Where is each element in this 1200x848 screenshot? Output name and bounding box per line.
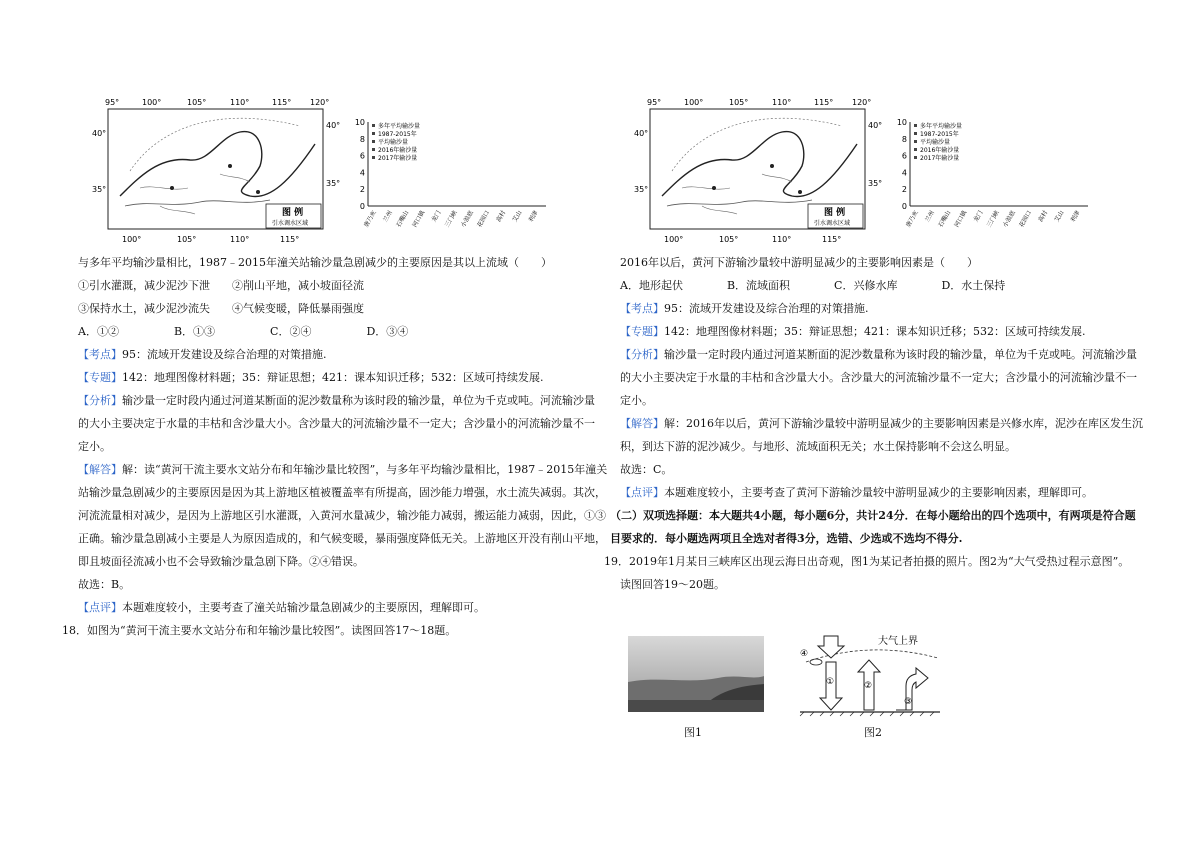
question-stem: 与多年平均输沙量相比，1987﹣2015年潼关站输沙量急剧减少的主要原因是其以上流域（ ） xyxy=(78,256,552,269)
atmosphere-heating-diagram xyxy=(800,632,940,716)
arrow-label: ③ xyxy=(904,697,913,707)
figure-caption: 图1 xyxy=(684,726,702,739)
legend-label: 多年平均输沙量 xyxy=(378,123,421,130)
y-tick-label: 2 xyxy=(359,185,365,195)
map-top-ticks xyxy=(647,98,871,107)
category-label: 唐乃亥 xyxy=(362,209,378,229)
map-tick: 110° xyxy=(772,235,792,244)
map-legend-sub: 引水调水区域 xyxy=(272,220,309,227)
station-dot xyxy=(170,186,174,190)
map-tick: 115° xyxy=(814,98,834,107)
category-label: 兰州 xyxy=(381,209,395,224)
category-label: 唐乃亥 xyxy=(904,209,920,229)
map-tick: 35° xyxy=(326,179,341,188)
station-dot xyxy=(798,190,802,194)
y-tick-label: 0 xyxy=(359,202,365,211)
category-label: 小浪底 xyxy=(1001,209,1017,229)
legend-label: 多年平均输沙量 xyxy=(920,123,963,130)
kaodian-text: 95：流域开发建设及综合治理的对策措施. xyxy=(664,302,869,315)
y-tick-label: 4 xyxy=(901,168,907,178)
category-label: 河口镇 xyxy=(953,209,969,229)
sunlight-arrow xyxy=(818,636,844,658)
section-heading: 目要求的．每小题选两项且全选对者得3分，选错、少选或不选均不得分. xyxy=(610,532,963,545)
zhuanti-text: 142：地理图像材料题；35：辩证思想；421：课本知识迁移；532：区域可持续发展. xyxy=(664,325,1086,338)
map-legend-sub: 引水调水区域 xyxy=(814,220,851,227)
legend-swatch xyxy=(914,132,917,135)
legend-label: 2017年输沙量 xyxy=(378,155,418,162)
jieda-tag: 【解答】 xyxy=(620,417,664,430)
map-tick: 105° xyxy=(177,235,197,244)
map-tick: 40° xyxy=(92,129,107,138)
category-label: 石嘴山 xyxy=(395,209,411,229)
jieda-text: 即且坡面径流减小也不会导致输沙量急剧下降。②④错误。 xyxy=(78,555,364,568)
y-tick-label: 10 xyxy=(896,118,907,127)
map-tick: 100° xyxy=(122,235,142,244)
map-legend-title: 图 例 xyxy=(282,208,304,218)
map-tick: 105° xyxy=(187,98,207,107)
map-tick: 95° xyxy=(105,98,120,107)
fenxi-line xyxy=(620,346,1137,363)
map-tick: 115° xyxy=(272,98,292,107)
yellow-river-map xyxy=(634,96,883,246)
yellow-river-map xyxy=(92,96,341,246)
cloud-shape xyxy=(810,659,822,665)
legend-label: 2016年输沙量 xyxy=(920,147,960,154)
legend-label: 1987-2015年 xyxy=(920,131,959,138)
category-label: 兰州 xyxy=(923,209,937,224)
category-label: 小浪底 xyxy=(459,209,475,229)
fenxi-line xyxy=(78,392,595,409)
fenxi-text: 输沙量一定时段内通过河道某断面的泥沙数量称为该时段的输沙量，单位为千克或吨。河流输沙量 xyxy=(122,394,595,407)
jieda-text: 积，到达下游的泥沙减少。与地形、流域面积无关；水土保持影响不会这么明显。 xyxy=(620,440,1016,453)
answer-choices: A．①② B．①③ C．②④ D．③④ xyxy=(78,325,409,338)
legend-label: 平均输沙量 xyxy=(920,139,951,146)
legend-label: 2017年输沙量 xyxy=(920,155,960,162)
fenxi-tag: 【分析】 xyxy=(620,348,664,361)
fenxi-text: 的大小主要决定于水量的丰枯和含沙量大小。含沙量大的河流输沙量不一定大；含沙量小的河流输沙量不一 xyxy=(620,371,1137,384)
legend-label: 2016年输沙量 xyxy=(378,147,418,154)
category-label: 花园口 xyxy=(1018,209,1034,229)
atmosphere-top-label: 大气上界 xyxy=(878,636,918,647)
legend-swatch xyxy=(914,148,917,151)
kaodian-line xyxy=(620,300,869,317)
zhuanti-tag: 【专题】 xyxy=(620,325,664,338)
fenxi-tag: 【分析】 xyxy=(78,394,122,407)
kaodian-line xyxy=(78,346,327,363)
kaodian-tag: 【考点】 xyxy=(78,348,122,361)
question-19: 19．2019年1月某日三峡库区出现云海日出奇观，图1为某记者拍摄的照片。图2为“大气受热过程示意图”。 xyxy=(604,555,1130,568)
fenxi-text: 输沙量一定时段内通过河道某断面的泥沙数量称为该时段的输沙量，单位为千克或吨。河流输沙量 xyxy=(664,348,1137,361)
kaodian-text: 95：流域开发建设及综合治理的对策措施. xyxy=(122,348,327,361)
legend-swatch xyxy=(914,156,917,159)
dianping-tag: 【点评】 xyxy=(78,601,122,614)
category-label: 花园口 xyxy=(476,209,492,229)
category-label: 艾山 xyxy=(1053,209,1066,224)
legend-swatch xyxy=(914,140,917,143)
y-tick-label: 10 xyxy=(354,118,365,127)
map-tick: 115° xyxy=(280,235,300,244)
y-tick-label: 8 xyxy=(359,134,365,144)
dianping-text: 本题难度较小，主要考查了潼关站输沙量急剧减少的主要原因，理解即可。 xyxy=(122,601,485,614)
arrow-label: ② xyxy=(864,681,873,691)
station-dot xyxy=(712,186,716,190)
category-label: 河口镇 xyxy=(411,209,427,229)
dianping-text: 本题难度较小，主要考查了黄河下游输沙量较中游明显减少的主要影响因素，理解即可。 xyxy=(664,486,1093,499)
map-tick: 120° xyxy=(852,98,872,107)
category-label: 石嘴山 xyxy=(937,209,953,229)
arrow-label: ④ xyxy=(800,649,809,659)
legend-label: 1987-2015年 xyxy=(378,131,417,138)
category-label: 高村 xyxy=(1037,209,1050,224)
map-tick: 40° xyxy=(326,121,341,130)
zhuanti-text: 142：地理图像材料题；35：辩证思想；421：课本知识迁移；532：区域可持续发展. xyxy=(122,371,544,384)
fenxi-text: 定小。 xyxy=(78,440,111,453)
jieda-text: 站输沙量急剧减少的主要原因是因为其上游地区植被覆盖率有所提高，固沙能力增强，水土流失减弱。其次， xyxy=(78,486,606,499)
legend-swatch xyxy=(372,140,375,143)
zhuanti-tag: 【专题】 xyxy=(78,371,122,384)
station-dot xyxy=(770,164,774,168)
jieda-line xyxy=(620,415,1143,432)
station-dot xyxy=(256,190,260,194)
category-label: 艾山 xyxy=(511,209,524,224)
dianping-tag: 【点评】 xyxy=(620,486,664,499)
kaodian-tag: 【考点】 xyxy=(620,302,664,315)
map-legend-title: 图 例 xyxy=(824,208,846,218)
map-tick: 115° xyxy=(822,235,842,244)
fenxi-text: 的大小主要决定于水量的丰枯和含沙量大小。含沙量大的河流输沙量不一定大；含沙量小的河流输沙量不一 xyxy=(78,417,595,430)
map-tick: 110° xyxy=(230,98,250,107)
jieda-text: 解：读“黄河干流主要水文站分布和年输沙量比较图”，与多年平均输沙量相比，1987﹣2015年潼关 xyxy=(122,463,608,476)
answer-line: 故选：C。 xyxy=(620,463,673,476)
map-tick: 105° xyxy=(729,98,749,107)
fenxi-text: 定小。 xyxy=(620,394,653,407)
map-tick: 40° xyxy=(868,121,883,130)
question-stem: 2016年以后，黄河下游输沙量较中游明显减少的主要影响因素是（ ） xyxy=(620,256,978,269)
legend-swatch xyxy=(372,148,375,151)
map-tick: 35° xyxy=(634,185,649,194)
zhuanti-line xyxy=(78,369,543,386)
jieda-line xyxy=(78,461,607,478)
section-heading: （二）双项选择题：本大题共4小题，每小题6分，共计24分．在每小题给出的四个选项中，有两项是符合题 xyxy=(610,509,1136,522)
map-bottom-ticks xyxy=(122,235,299,244)
map-tick: 100° xyxy=(142,98,162,107)
category-label: 三门峡 xyxy=(985,209,1001,229)
map-tick: 120° xyxy=(310,98,330,107)
map-bottom-ticks xyxy=(664,235,841,244)
jieda-tag: 【解答】 xyxy=(78,463,122,476)
dianping-line xyxy=(620,484,1093,501)
category-label: 高村 xyxy=(495,209,508,224)
cloud-sea-photo xyxy=(628,636,764,712)
option-line: ①引水灌溉，减少泥沙下泄 ②削山平地，减小坡面径流 xyxy=(78,279,364,292)
map-tick: 110° xyxy=(772,98,792,107)
map-tick: 100° xyxy=(684,98,704,107)
jieda-text: 河流流量相对减少，是因为上游地区引水灌溉，入黄河水量减少，输沙能力减弱，搬运能力减弱，因此，①③ xyxy=(78,509,606,522)
y-tick-label: 8 xyxy=(901,134,907,144)
legend-swatch xyxy=(914,124,917,127)
question-19: 读图回答19～20题。 xyxy=(620,578,725,591)
map-tick: 105° xyxy=(719,235,739,244)
y-tick-label: 0 xyxy=(901,202,907,211)
category-label: 利津 xyxy=(1069,209,1082,224)
map-tick: 35° xyxy=(92,185,107,194)
arrow-label: ① xyxy=(826,677,835,687)
map-top-ticks xyxy=(105,98,329,107)
map-tick: 40° xyxy=(634,129,649,138)
y-tick-label: 4 xyxy=(359,168,365,178)
question-18: 18．如图为“黄河干流主要水文站分布和年输沙量比较图”。读图回答17～18题。 xyxy=(62,624,457,637)
category-label: 龙门 xyxy=(972,209,985,224)
answer-choices: A．地形起伏 B．流域面积 C．兴修水库 D．水土保持 xyxy=(620,279,1006,292)
sediment-bar-chart xyxy=(352,110,550,232)
legend-label: 平均输沙量 xyxy=(378,139,409,146)
category-label: 利津 xyxy=(527,209,540,224)
map-tick: 100° xyxy=(664,235,684,244)
category-label: 三门峡 xyxy=(443,209,459,229)
station-dot xyxy=(228,164,232,168)
dianping-line xyxy=(78,599,485,616)
category-label: 龙门 xyxy=(430,209,443,224)
y-tick-label: 6 xyxy=(359,151,365,161)
sediment-bar-chart xyxy=(894,110,1092,232)
map-tick: 110° xyxy=(230,235,250,244)
map-tick: 95° xyxy=(647,98,662,107)
figure-caption: 图2 xyxy=(864,726,882,739)
legend-swatch xyxy=(372,156,375,159)
y-tick-label: 6 xyxy=(901,151,907,161)
option-line: ③保持水土，减少泥沙流失 ④气候变暖，降低暴雨强度 xyxy=(78,302,364,315)
jieda-text: 解：2016年以后，黄河下游输沙量较中游明显减少的主要影响因素是兴修水库，泥沙在库区发生沉 xyxy=(664,417,1143,430)
jieda-text: 正确。输沙量急剧减小主要是人为原因造成的，和气候变暖，暴雨强度降低无关。上游地区开没有削山平地， xyxy=(78,532,606,545)
answer-line: 故选：B。 xyxy=(78,578,131,591)
zhuanti-line xyxy=(620,323,1085,340)
legend-swatch xyxy=(372,132,375,135)
y-tick-label: 2 xyxy=(901,185,907,195)
legend-swatch xyxy=(372,124,375,127)
map-tick: 35° xyxy=(868,179,883,188)
